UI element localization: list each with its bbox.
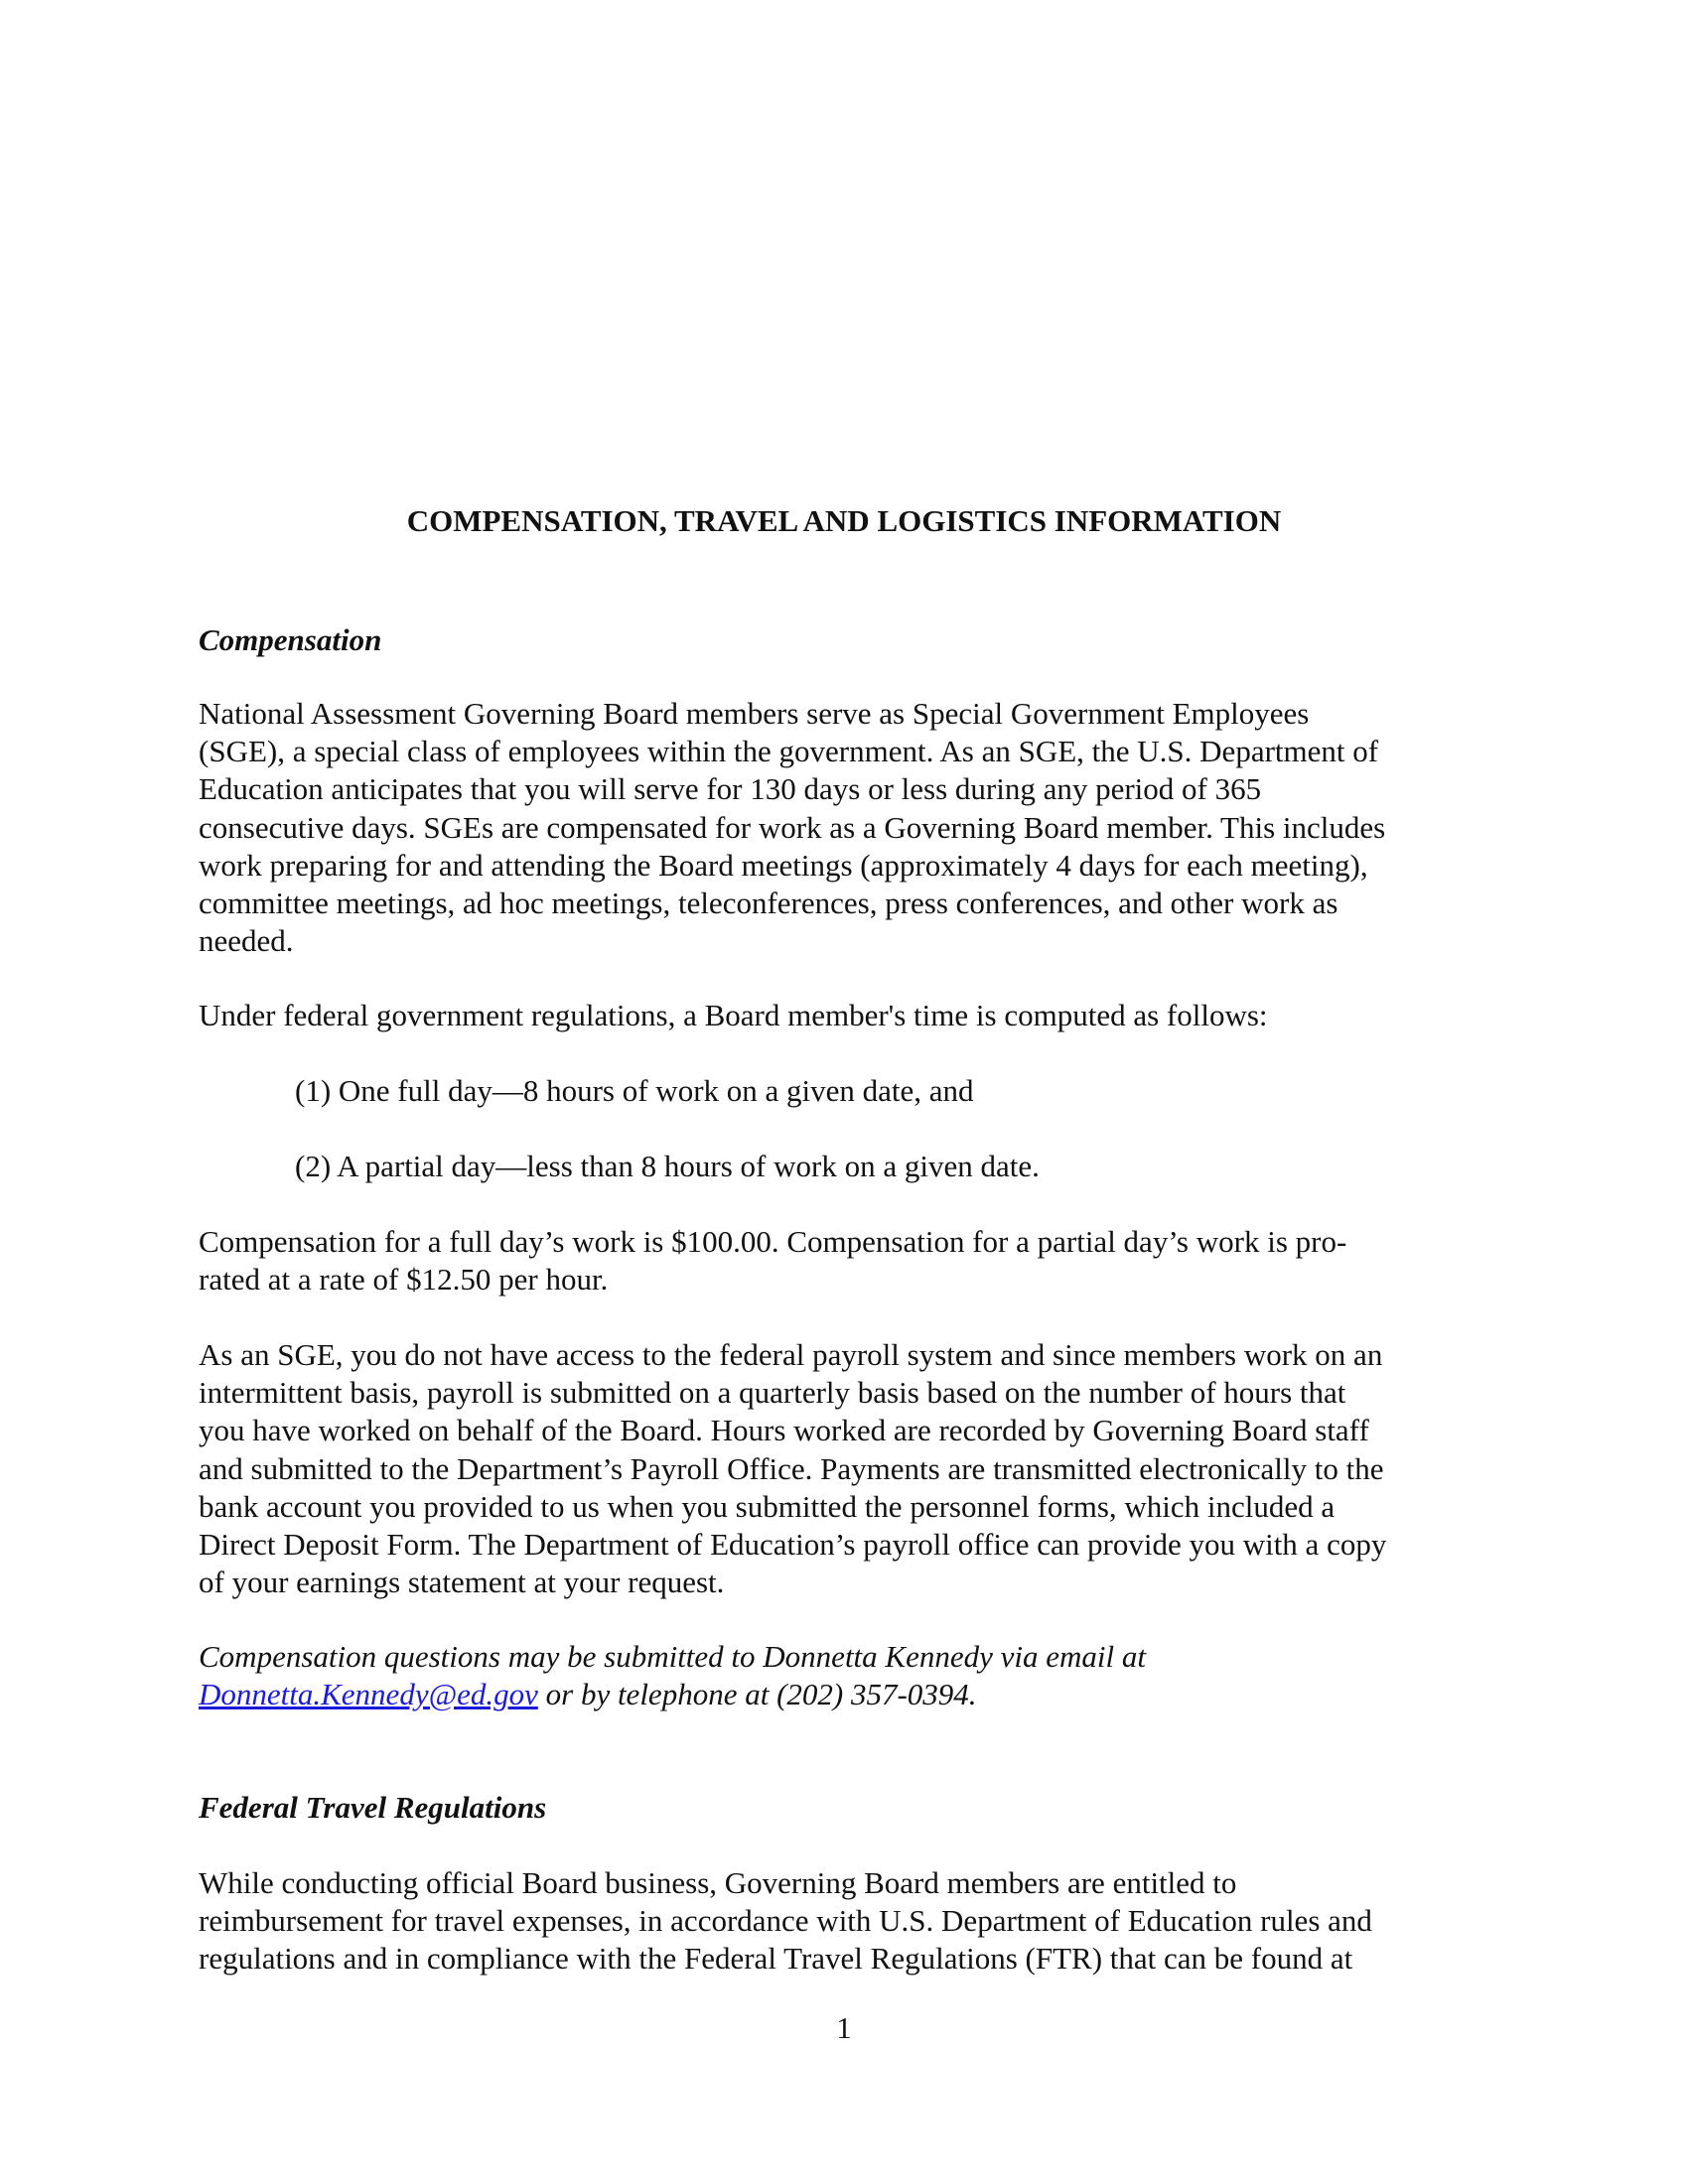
text-line: While conducting official Board business, Governing Board members are entitled to (199, 1865, 1237, 1900)
text-line (199, 1676, 1489, 1713)
text-line: needed. (199, 923, 294, 959)
list-item-full-day: (1) One full day—8 hours of work on a given date, and (295, 1073, 974, 1108)
text-line: Education anticipates that you will serve for 130 days or less during any period of 365 (199, 771, 1262, 807)
text-line: intermittent basis, payroll is submitted on a quarterly basis based on the number of hours that (199, 1375, 1346, 1411)
text-line: bank account you provided to us when you submitted the personnel forms, which included a (199, 1488, 1336, 1524)
text-line: Compensation for a full day’s work is $100.00. Compensation for a partial day’s work is pro- (199, 1224, 1347, 1259)
text-line: of your earnings statement at your request. (199, 1565, 725, 1600)
text-line: Direct Deposit Form. The Department of Education’s payroll office can provide you with a copy (199, 1527, 1387, 1563)
text-line: As an SGE, you do not have access to the federal payroll system and since members work on an (199, 1337, 1383, 1372)
text-line: regulations and in compliance with the Federal Travel Regulations (FTR) that can be found at (199, 1941, 1353, 1977)
text-line: reimbursement for travel expenses, in accordance with U.S. Department of Education rules and (199, 1903, 1372, 1939)
text-fragment: or by telephone at (202) 357-0394. (537, 1677, 977, 1712)
text-line: and submitted to the Department’s Payroll Office. Payments are transmitted electronically to the (199, 1450, 1384, 1486)
text-line: Compensation questions may be submitted to Donnetta Kennedy via email at (199, 1639, 1146, 1674)
paragraph-compensation-rates (199, 1223, 1489, 1298)
text-line: Under federal government regulations, a Board member's time is computed as follows: (199, 998, 1268, 1032)
section-heading-compensation: Compensation (199, 622, 382, 657)
paragraph-sge-overview (199, 695, 1489, 960)
document-title: COMPENSATION, TRAVEL AND LOGISTICS INFORMATION (406, 503, 1282, 538)
text-line: you have worked on behalf of the Board. Hours worked are recorded by Governing Board staff (199, 1413, 1369, 1448)
text-line: committee meetings, ad hoc meetings, teleconferences, press conferences, and other work as (199, 886, 1338, 921)
paragraph-payroll (199, 1336, 1489, 1601)
text-line: consecutive days. SGEs are compensated for work as a Governing Board member. This includes (199, 809, 1386, 845)
paragraph-compensation-contact (199, 1638, 1489, 1713)
text-line: rated at a rate of $12.50 per hour. (199, 1262, 609, 1297)
email-link[interactable]: Donnetta.Kennedy@ed.gov (199, 1677, 538, 1712)
page-number: 1 (836, 2010, 852, 2045)
text-line: National Assessment Governing Board members serve as Special Government Employees (199, 696, 1310, 731)
list-item-partial-day: (2) A partial day—less than 8 hours of work on a given date. (295, 1149, 1040, 1183)
section-heading-travel: Federal Travel Regulations (199, 1790, 547, 1825)
paragraph-travel-reimbursement (199, 1864, 1489, 1979)
text-line: (SGE), a special class of employees within the government. As an SGE, the U.S. Department of (199, 734, 1379, 769)
paragraph-time-computation (199, 997, 1489, 1034)
text-line: work preparing for and attending the Board meetings (approximately 4 days for each meeting), (199, 847, 1368, 883)
